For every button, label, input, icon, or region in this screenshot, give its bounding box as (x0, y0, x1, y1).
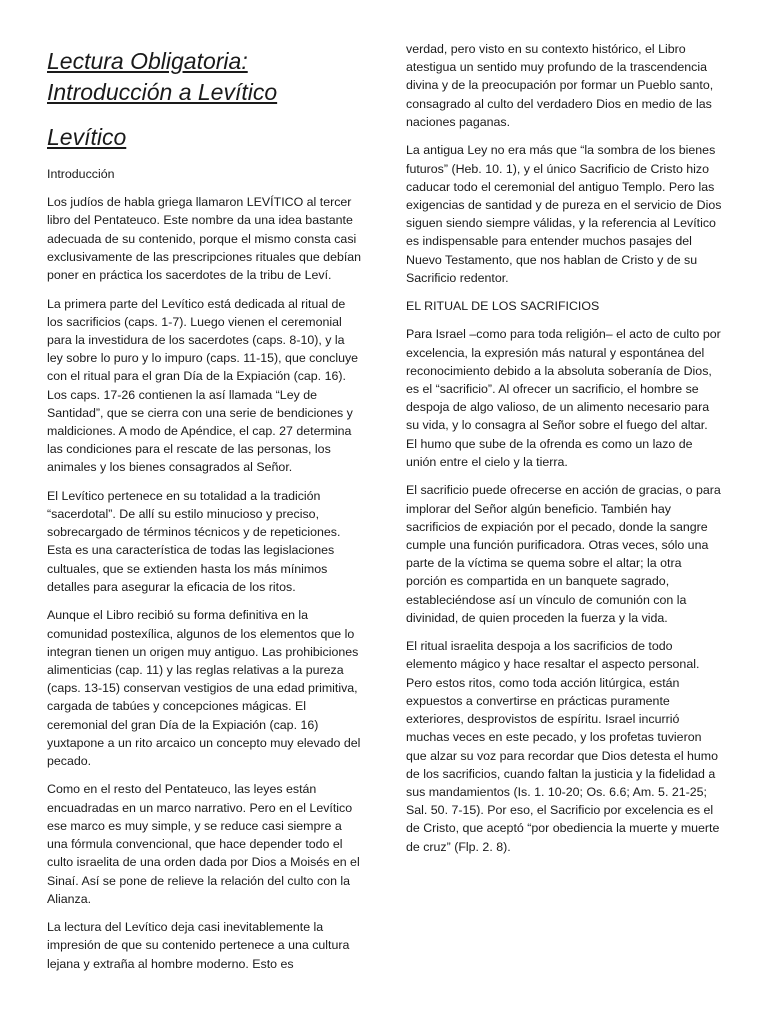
section-heading-intro: Introducción (47, 167, 115, 181)
book-subtitle: Levítico (47, 124, 127, 150)
paragraph: Los judíos de habla griega llamaron LEVÍTICO al tercer libro del Pentateuco. Este nombre da una idea bastante adecuada de su contenido, porque el mismo consta casi exclusivamente de las prescripciones rituales que debían poner en práctica los sacerdotes de la tribu de Leví. (47, 195, 362, 283)
paragraph: Como en el resto del Pentateuco, las leyes están encuadradas en un marco narrativo. Pero en el Levítico ese marco es muy simple, y se reduce casi siempre a una fórmula convencional, que hace depender todo el culto israelita de una orden dada por Dios a Moisés en el Sinaí. Así se pone de relieve la relación del culto con la Alianza. (47, 782, 360, 906)
paragraph: El ritual israelita despoja a los sacrificios de todo elemento mágico y hace resaltar el aspecto personal. Pero estos ritos, como toda acción litúrgica, están expuestos a convertirse en prácticas puramente exteriores, desprovistos de espíritu. Israel incurrió muchas veces en este pecado, y los profetas tuvieron que alzar su voz para recordar que Dios detesta el humo de los sacrificios, cuando faltan la justicia y la fidelidad a sus mandamientos (Is. 1. 10-20; Os. 6.6; Am. 5. 21-25; Sal. 50. 7-15). Por eso, el Sacrificio por excelencia es el de Cristo, que aceptó “por obediencia la muerte y muerte de cruz” (Flp. 2. 8). (406, 639, 720, 854)
section-heading-ritual: EL RITUAL DE LOS SACRIFICIOS (406, 299, 600, 314)
title-line-2: Introducción a Levítico (47, 79, 278, 105)
paragraph: Aunque el Libro recibió su forma definitiva en la comunidad postexílica, algunos de los elementos que lo integran tienen un origen muy antiguo. Las prohibiciones alimenticias (cap. 11) y las reglas relativas a la pureza (caps. 13-15) conservan vestigios de una edad primitiva, cargada de tabúes y concepciones mágicas. El ceremonial del gran Día de la Expiación (cap. 16) yuxtapone a un rito arcaico un concepto muy elevado del pecado. (47, 608, 361, 768)
paragraph: verdad, pero visto en su contexto histórico, el Libro atestigua un sentido muy profundo de la trascendencia divina y de la preocupación por formar un Pueblo santo, consagrado al culto del verdadero Dios en medio de las naciones paganas. (406, 42, 714, 129)
paragraph: La antigua Ley no era más que “la sombra de los bienes futuros” (Heb. 10. 1), y el único Sacrificio de Cristo hizo caducar todo el ceremonial del antiguo Templo. Pero las exigencias de santidad y de pureza en el servicio de Dios siguen siendo siempre válidas, y la referencia al Levítico es indispensable para entender muchos pasajes del Nuevo Testamento, que nos hablan de Cristo y de su Sacrificio redentor. (406, 143, 722, 285)
left-column (47, 0, 363, 983)
title-line-1: Lectura Obligatoria: (47, 48, 248, 74)
right-column (406, 40, 722, 866)
paragraph: La primera parte del Levítico está dedicada al ritual de los sacrificios (caps. 1-7). Luego vienen el ceremonial para la investidura de los sacerdotes (caps. 8-10), y la ley sobre lo puro y lo impuro (caps. 11-15), que concluye con el ritual para el gran Día de la Expiación (cap. 16). Los caps. 17-26 contienen la así llamada “Ley de Santidad”, que se cierra con una serie de bendiciones y maldiciones. A modo de Apéndice, el cap. 27 determina las condiciones para el rescate de las personas, los animales y los bienes consagrados al Señor. (47, 296, 359, 475)
paragraph: El Levítico pertenece en su totalidad a la tradición “sacerdotal”. De allí su estilo minucioso y preciso, sobrecargado de términos técnicos y de repeticiones. Esta es una característica de todas las legislaciones cultuales, que se extienden hasta los más mínimos detalles para asegurar la eficacia de los ritos. (47, 488, 341, 594)
paragraph: Para Israel –como para toda religión– el acto de culto por excelencia, la expresión más natural y espontánea del reconocimiento debido a la absoluta soberanía de Dios, es el “sacrificio”. Al ofrecer un sacrificio, el hombre se despoja de algo valioso, de un alimento necesario para su vida, y lo consagra al Señor sobre el fuego del altar. El humo que sube de la ofrenda es como un lazo de unión entre el cielo y la tierra. (406, 327, 721, 469)
paragraph: La lectura del Levítico deja casi inevitablemente la impresión de que su contenido pertenece a una cultura lejana y extraña al hombre moderno. Esto es (47, 920, 350, 971)
document-title (47, 46, 363, 108)
paragraph: El sacrificio puede ofrecerse en acción de gracias, o para implorar del Señor algún beneficio. También hay sacrificios de expiación por el pecado, donde la sangre cumple una función purificadora. Otras veces, sólo una parte de la víctima se quema sobre el altar; la otra porción es compartida en un banquete sagrado, estableciéndose así un vínculo de comunión con la divinidad, de quien proceden la fuerza y la vida. (406, 483, 721, 625)
